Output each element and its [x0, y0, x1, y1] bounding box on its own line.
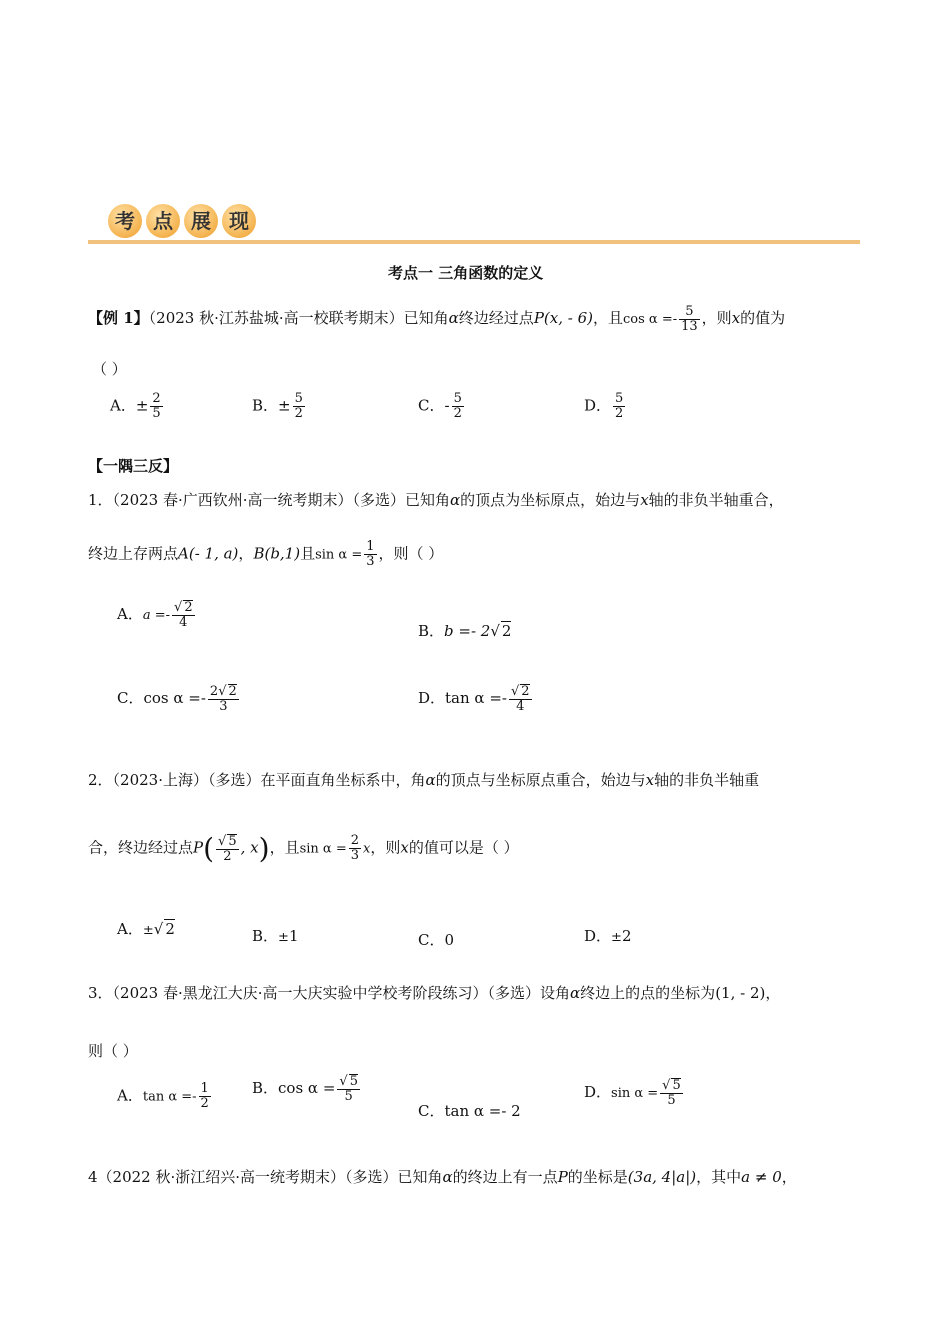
q2-option-d: D．±2 — [584, 927, 632, 945]
q4-line1: 4（2022 秋·浙江绍兴·高一统考期末）（多选）已知角α的终边上有一点P的坐标是(3a, 4|a|)，其中a ≠ 0， — [88, 1168, 797, 1186]
q3-option-a: A．tan α =- $\frac{1}{2}$ — [117, 1081, 209, 1111]
q1-option-d: D．tan α =- $\frac{√ 2}{4}$ — [418, 684, 530, 714]
example-text-3: ，且 — [593, 309, 624, 327]
q1-line1: 1．（2023 春·广西钦州·高一统考期末）（多选）已知角α的顶点为坐标原点，始边与x轴的非负半轴重合， — [88, 491, 784, 509]
banner-char-1: 考 — [108, 204, 142, 238]
cos-expr: cos α =- — [623, 312, 678, 327]
example-option-b: B．± $\frac{5}{2}$ — [252, 391, 303, 421]
banner-char-2: 点 — [146, 204, 180, 238]
q3-option-d: D．sin α = $\frac{√ 5}{5}$ — [584, 1078, 681, 1108]
example-text-4: ，则 — [701, 309, 732, 327]
q2-option-c: C．0 — [418, 931, 455, 949]
banner-char-3: 展 — [184, 204, 218, 238]
example-1-line — [88, 300, 785, 338]
q2-option-b: B．±1 — [252, 927, 299, 945]
example-text-1: （2023 秋·江苏盐城·高一校联考期末）已知角 — [148, 309, 449, 327]
banner-underline — [88, 240, 860, 244]
point-p: P(x, - 6) — [533, 309, 593, 327]
q3-line2: 则（ ） — [88, 1042, 138, 1060]
banner-char-4: 现 — [222, 204, 256, 238]
x-symbol: x — [731, 309, 741, 327]
q3-line1: 3．（2023 春·黑龙江大庆·高一大庆实验中学校考阶段练习）（多选）设角α终边上的点的坐标为(1, - 2)， — [88, 984, 781, 1002]
section-title: 考点一 三角函数的定义 — [388, 264, 544, 282]
q2-option-a: A．±√ 2 — [117, 920, 175, 938]
alpha-symbol: α — [448, 309, 459, 327]
example-option-a: A．± $\frac{2}{5}$ — [110, 391, 161, 421]
q2-line2: 合，终边经过点P( $\frac{√ 5}{2}$ , x)，且sin α = $\frac{2}{3}$ x，则x的值可以是（ ） — [88, 832, 519, 865]
section-banner — [88, 202, 860, 246]
q1-option-b: B．b =- 2√ 2 — [418, 622, 512, 640]
q3-option-b: B．cos α = $\frac{√ 5}{5}$ — [252, 1074, 358, 1104]
q1-option-c: C．cos α =- $\frac{2√ 2}{3}$ — [117, 684, 237, 714]
example-text-5: 的值为 — [740, 309, 786, 327]
q3-option-c: C．tan α =- 2 — [418, 1102, 521, 1120]
example-label: 【例 1】 — [88, 309, 149, 327]
fraction: $\frac{5}{13}$ — [681, 303, 698, 334]
q1-option-a: A．a =- $\frac{√ 2}{4}$ — [117, 600, 193, 630]
example-text-2: 终边经过点 — [458, 309, 534, 327]
q2-line1: 2．（2023·上海）（多选）在平面直角坐标系中，角α的顶点与坐标原点重合，始边与x轴的非负半轴重 — [88, 771, 760, 789]
example-option-c: C．- $\frac{5}{2}$ — [418, 391, 462, 421]
example-paren: （ ） — [92, 360, 127, 378]
heading-yi-yu-san-fan: 【一隅三反】 — [88, 457, 179, 475]
q1-line2: 终边上存两点A(- 1, a)，B(b,1)且sin α = $\frac{1}{3}$ ，则（ ） — [88, 539, 444, 569]
example-option-d: D． $\frac{5}{2}$ — [584, 391, 624, 421]
